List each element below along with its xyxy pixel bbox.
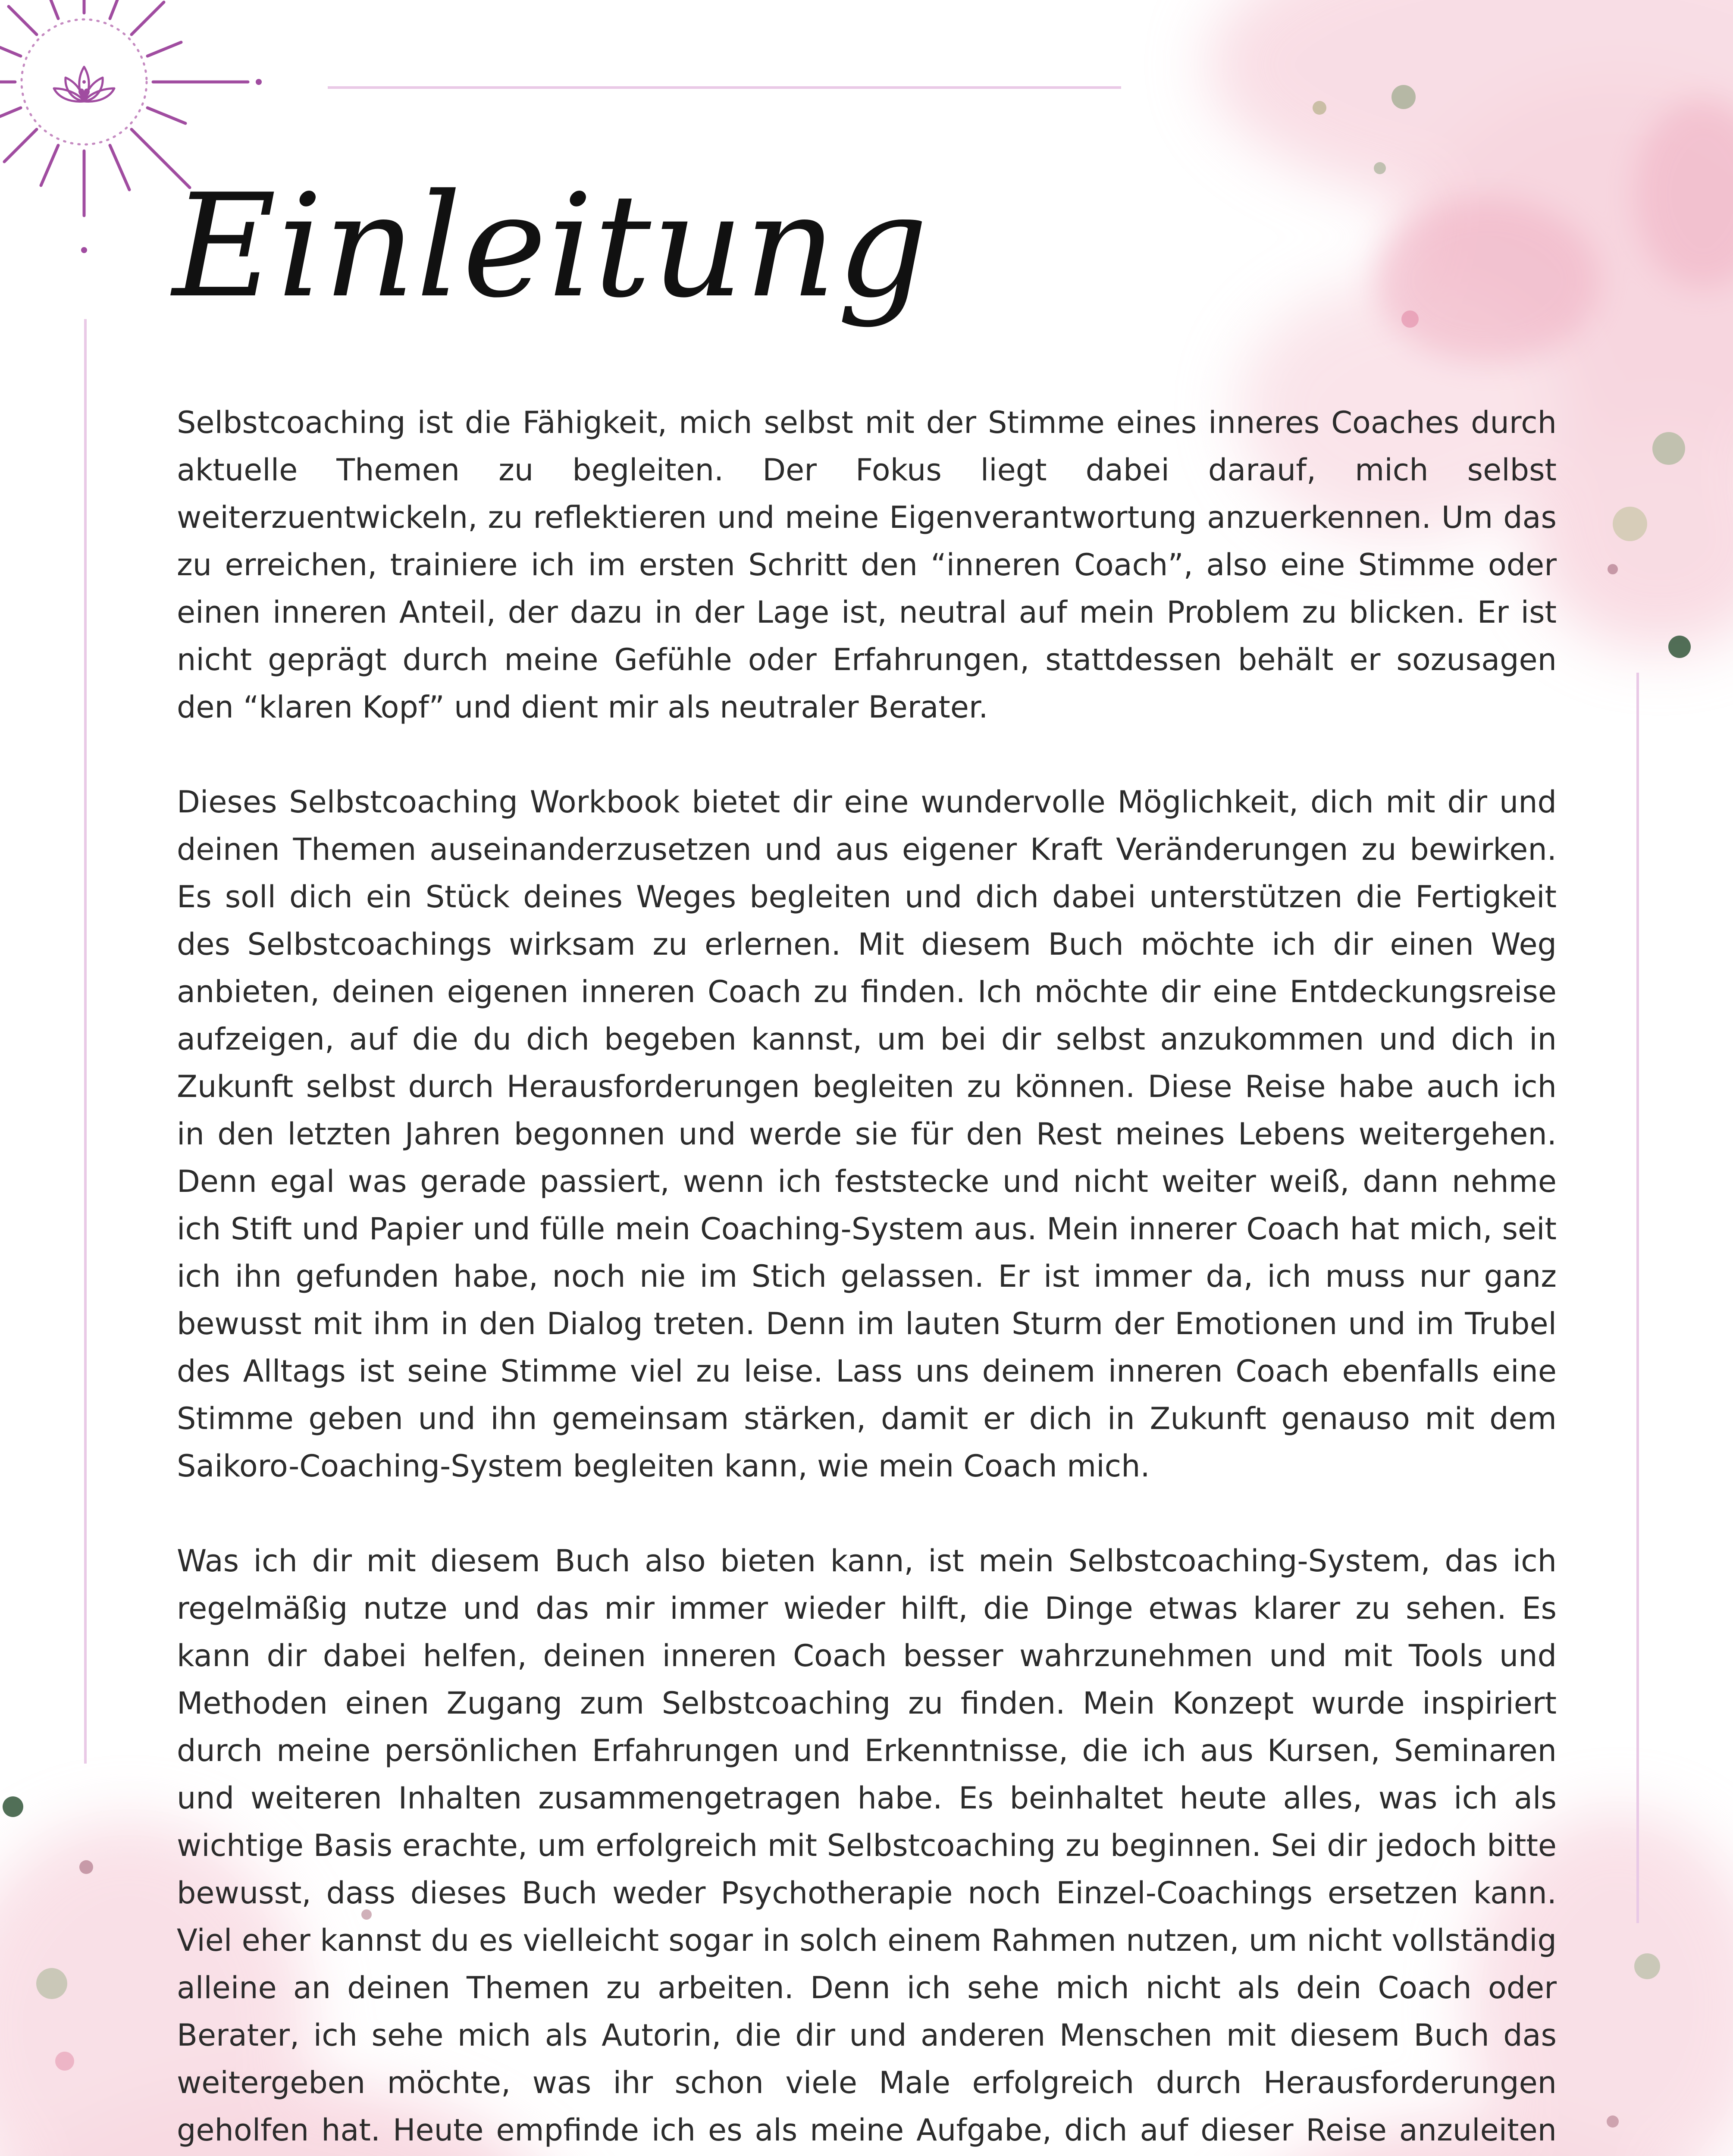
paragraph: Selbstcoaching ist die Fähigkeit, mich selbst mit der Stimme eines inneres Coaches durch aktuelle Themen zu begleiten. Der Fokus liegt dabei darauf, mich selbst weiterzuentwickeln, zu reflektieren und meine Eigenverantwortung anzuerkennen. Um das zu erreichen, trainiere ich im ersten Schritt den “inneren Coach”, also eine Stimme oder einen inneren Anteil, der dazu in der Lage ist, neutral auf mein Problem zu blicken. Er ist nicht geprägt durch meine Gefühle oder Erfahrungen, stattdessen behält er sozusagen den “klaren Kopf” und dient mir als neutraler Berater. <box>177 405 1557 725</box>
paragraph: Dieses Selbstcoaching Workbook bietet dir eine wundervolle Möglichkeit, dich mit dir und deinen Themen auseinanderzusetzen und aus eigener Kraft Veränderungen zu bewirken. Es soll dich ein Stück deines Weges begleiten und dich dabei unterstützen die Fertigkeit des Selbstcoachings wirksam zu erlernen. Mit diesem Buch möchte ich dir einen Weg anbieten, deinen eigenen inneren Coach zu finden. Ich möchte dir eine Entdeckungsreise aufzeigen, auf die du dich begeben kannst, um bei dir selbst anzukommen und dich in Zukunft selbst durch Herausforderungen begleiten zu können. Diese Reise habe auch ich in den letzten Jahren begonnen und werde sie für den Rest meines Lebens weitergehen. Denn egal was gerade passiert, wenn ich feststecke und nicht weiter weiß, dann nehme ich Stift und Papier und fülle mein Coaching-System aus. Mein innerer Coach hat mich, seit ich ihn gefunden habe, noch nie im Stich gelassen. Er ist immer da, ich muss nur ganz bewusst mit ihm in den Dialog treten. Denn im lauten Sturm der Emotionen und im Trubel des Alltags ist seine Stimme viel zu leise. Lass uns deinem inneren Coach ebenfalls eine Stimme geben und ihn gemeinsam stärken, damit er dich in Zukunft genauso mit dem Saikoro-Coaching-System begleiten kann, wie mein Coach mich. <box>177 784 1557 1484</box>
frame-line-left <box>84 319 87 1764</box>
frame-line-right <box>1636 673 1639 1923</box>
frame-line-top <box>328 86 1121 89</box>
paragraph: Was ich dir mit diesem Buch also bieten kann, ist mein Selbstcoaching-System, das ich regelmäßig nutze und das mir immer wieder hilft, die Dinge etwas klarer zu sehen. Es kann dir dabei helfen, deinen inneren Coach besser wahrzunehmen und mit Tools und Methoden einen Zugang zum Selbstcoaching zu finden. Mein Konzept wurde inspiriert durch meine persönlichen Erfahrungen und Erkenntnisse, die ich aus Kursen, Seminaren und weiteren Inhalten zusammengetragen habe. Es beinhaltet heute alles, was ich als wichtige Basis erachte, um erfolgreich mit Selbstcoaching zu beginnen. Sei dir jedoch bitte bewusst, dass dieses Buch weder Psychotherapie noch Einzel-Coachings ersetzen kann. Viel eher kannst du es vielleicht sogar in solch einem Rahmen nutzen, um nicht vollständig alleine an deinen Themen zu arbeiten. Denn ich sehe mich nicht als dein Coach oder Berater, ich sehe mich als Autorin, die dir und anderen Menschen mit diesem Buch das weitergeben möchte, was ihr schon viele Male erfolgreich durch Herausforderungen geholfen hat. Heute empfinde ich es als meine Aufgabe, dich auf dieser Reise anzuleiten <box>177 1543 1557 2148</box>
page-title: Einleitung <box>172 163 929 329</box>
body-text <box>177 399 1557 2156</box>
